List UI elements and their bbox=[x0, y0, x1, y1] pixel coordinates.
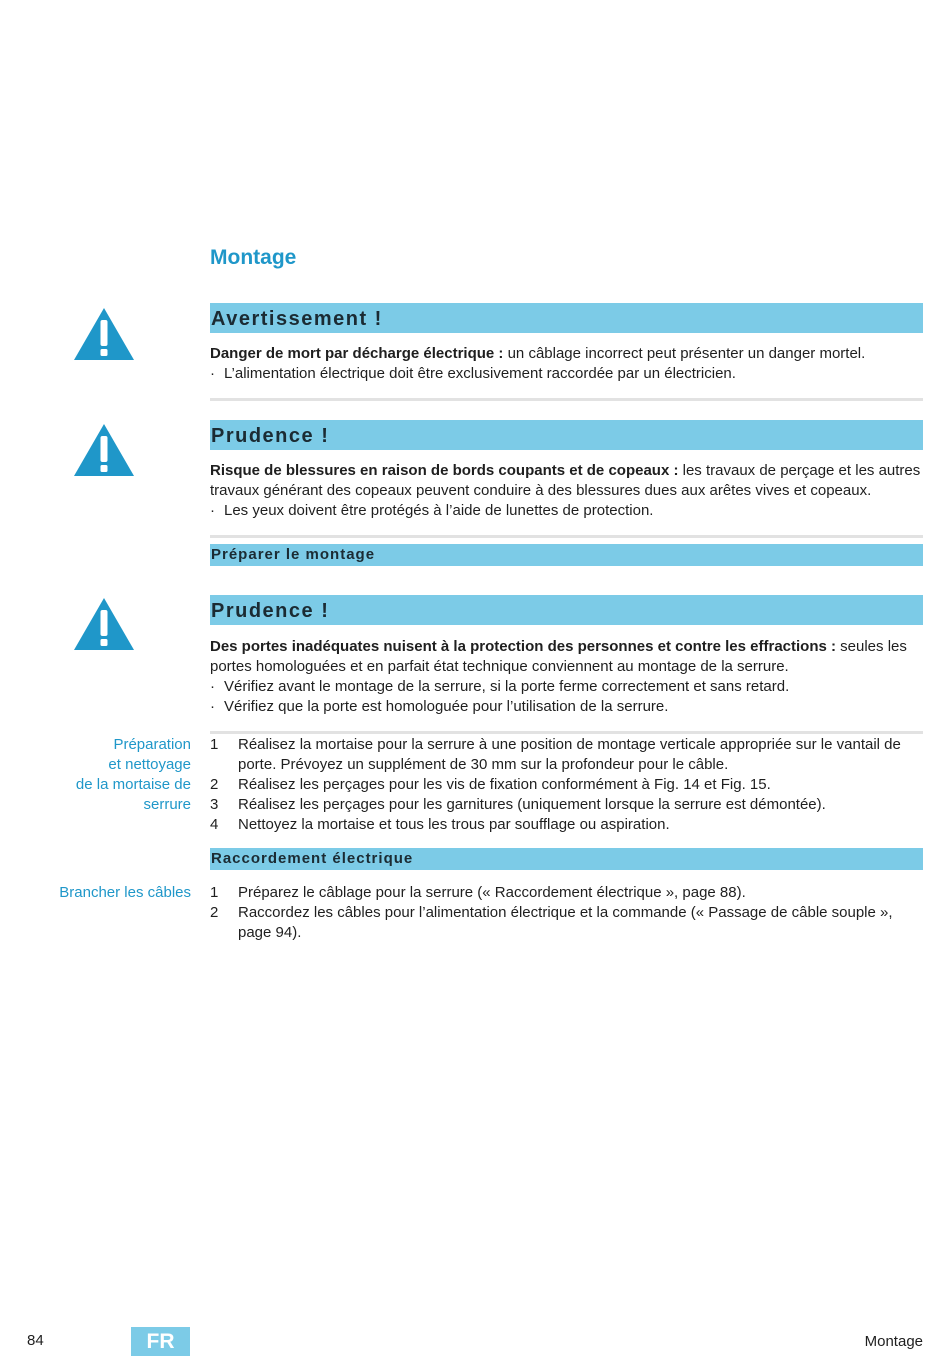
footer-title: Montage bbox=[864, 1333, 923, 1350]
list-item: 1 Préparez le câblage pour la serrure (« Raccordement électrique », page 88). bbox=[210, 884, 746, 901]
list-item: 2 Réalisez les perçages pour les vis de fixation conformément à Fig. 14 et Fig. 15. bbox=[210, 776, 771, 793]
language-badge: FR bbox=[131, 1327, 190, 1356]
list-item: · L’alimentation électrique doit être exclusivement raccordée par un électricien. bbox=[210, 365, 736, 382]
list-item: · Les yeux doivent être protégés à l’aide de lunettes de protection. bbox=[210, 502, 654, 519]
warning-triangle-icon bbox=[72, 596, 136, 652]
list-item: 1 Réalisez la mortaise pour la serrure à une position de montage verticale appropriée sur le vantail de porte. Prévoyez un supplément de 30 mm sur la profondeur pour le câble. bbox=[210, 736, 901, 773]
caution-heading: Prudence ! bbox=[210, 420, 923, 450]
list-item: · Vérifiez que la porte est homologuée pour l’utilisation de la serrure. bbox=[210, 698, 669, 715]
margin-label-cables: Brancher les câbles bbox=[59, 884, 191, 901]
caution-text bbox=[210, 461, 923, 521]
section-title: Montage bbox=[210, 246, 297, 269]
list-item: 2 Raccordez les câbles pour l’alimentation électrique et la commande (« Passage de câble souple », page 94). bbox=[210, 904, 893, 941]
steps-list-electrical bbox=[210, 883, 923, 943]
warning-heading: Avertissement ! bbox=[210, 303, 923, 333]
warning-bold: Danger de mort par décharge électrique : bbox=[210, 345, 504, 362]
list-item: 3 Réalisez les perçages pour les garnitures (uniquement lorsque la serrure est démontée). bbox=[210, 796, 826, 813]
warning-triangle-icon bbox=[72, 306, 136, 362]
list-item: 4 Nettoyez la mortaise et tous les trous par soufflage ou aspiration. bbox=[210, 816, 670, 833]
page-number: 84 bbox=[27, 1332, 44, 1349]
divider bbox=[210, 535, 923, 538]
divider bbox=[210, 398, 923, 401]
caution-heading: Prudence ! bbox=[210, 595, 923, 625]
caution-bold: Risque de blessures en raison de bords coupants et de copeaux : bbox=[210, 462, 679, 479]
margin-label-preparation: Préparation et nettoyage de la mortaise de serrure bbox=[75, 736, 191, 813]
list-item: · Vérifiez avant le montage de la serrure, si la porte ferme correctement et sans retard. bbox=[210, 678, 790, 695]
divider bbox=[210, 731, 923, 734]
subsection-heading-electrical: Raccordement électrique bbox=[210, 848, 923, 870]
caution-text bbox=[210, 637, 923, 717]
warning-triangle-icon bbox=[72, 422, 136, 478]
caution-bold: Des portes inadéquates nuisent à la protection des personnes et contre les effractions : bbox=[210, 638, 836, 655]
subsection-heading-prepare: Préparer le montage bbox=[210, 544, 923, 566]
caution-body: seules les portes homologuées et en parfait état technique conviennent au montage de la serrure. bbox=[210, 638, 907, 675]
caution-body: les travaux de perçage et les autres travaux générant des copeaux peuvent conduire à des blessures dues aux arêtes vives et copeaux. bbox=[210, 462, 921, 499]
steps-list-preparation bbox=[210, 735, 923, 835]
warning-body: un câblage incorrect peut présenter un danger mortel. bbox=[503, 345, 866, 362]
warning-text bbox=[210, 344, 923, 384]
